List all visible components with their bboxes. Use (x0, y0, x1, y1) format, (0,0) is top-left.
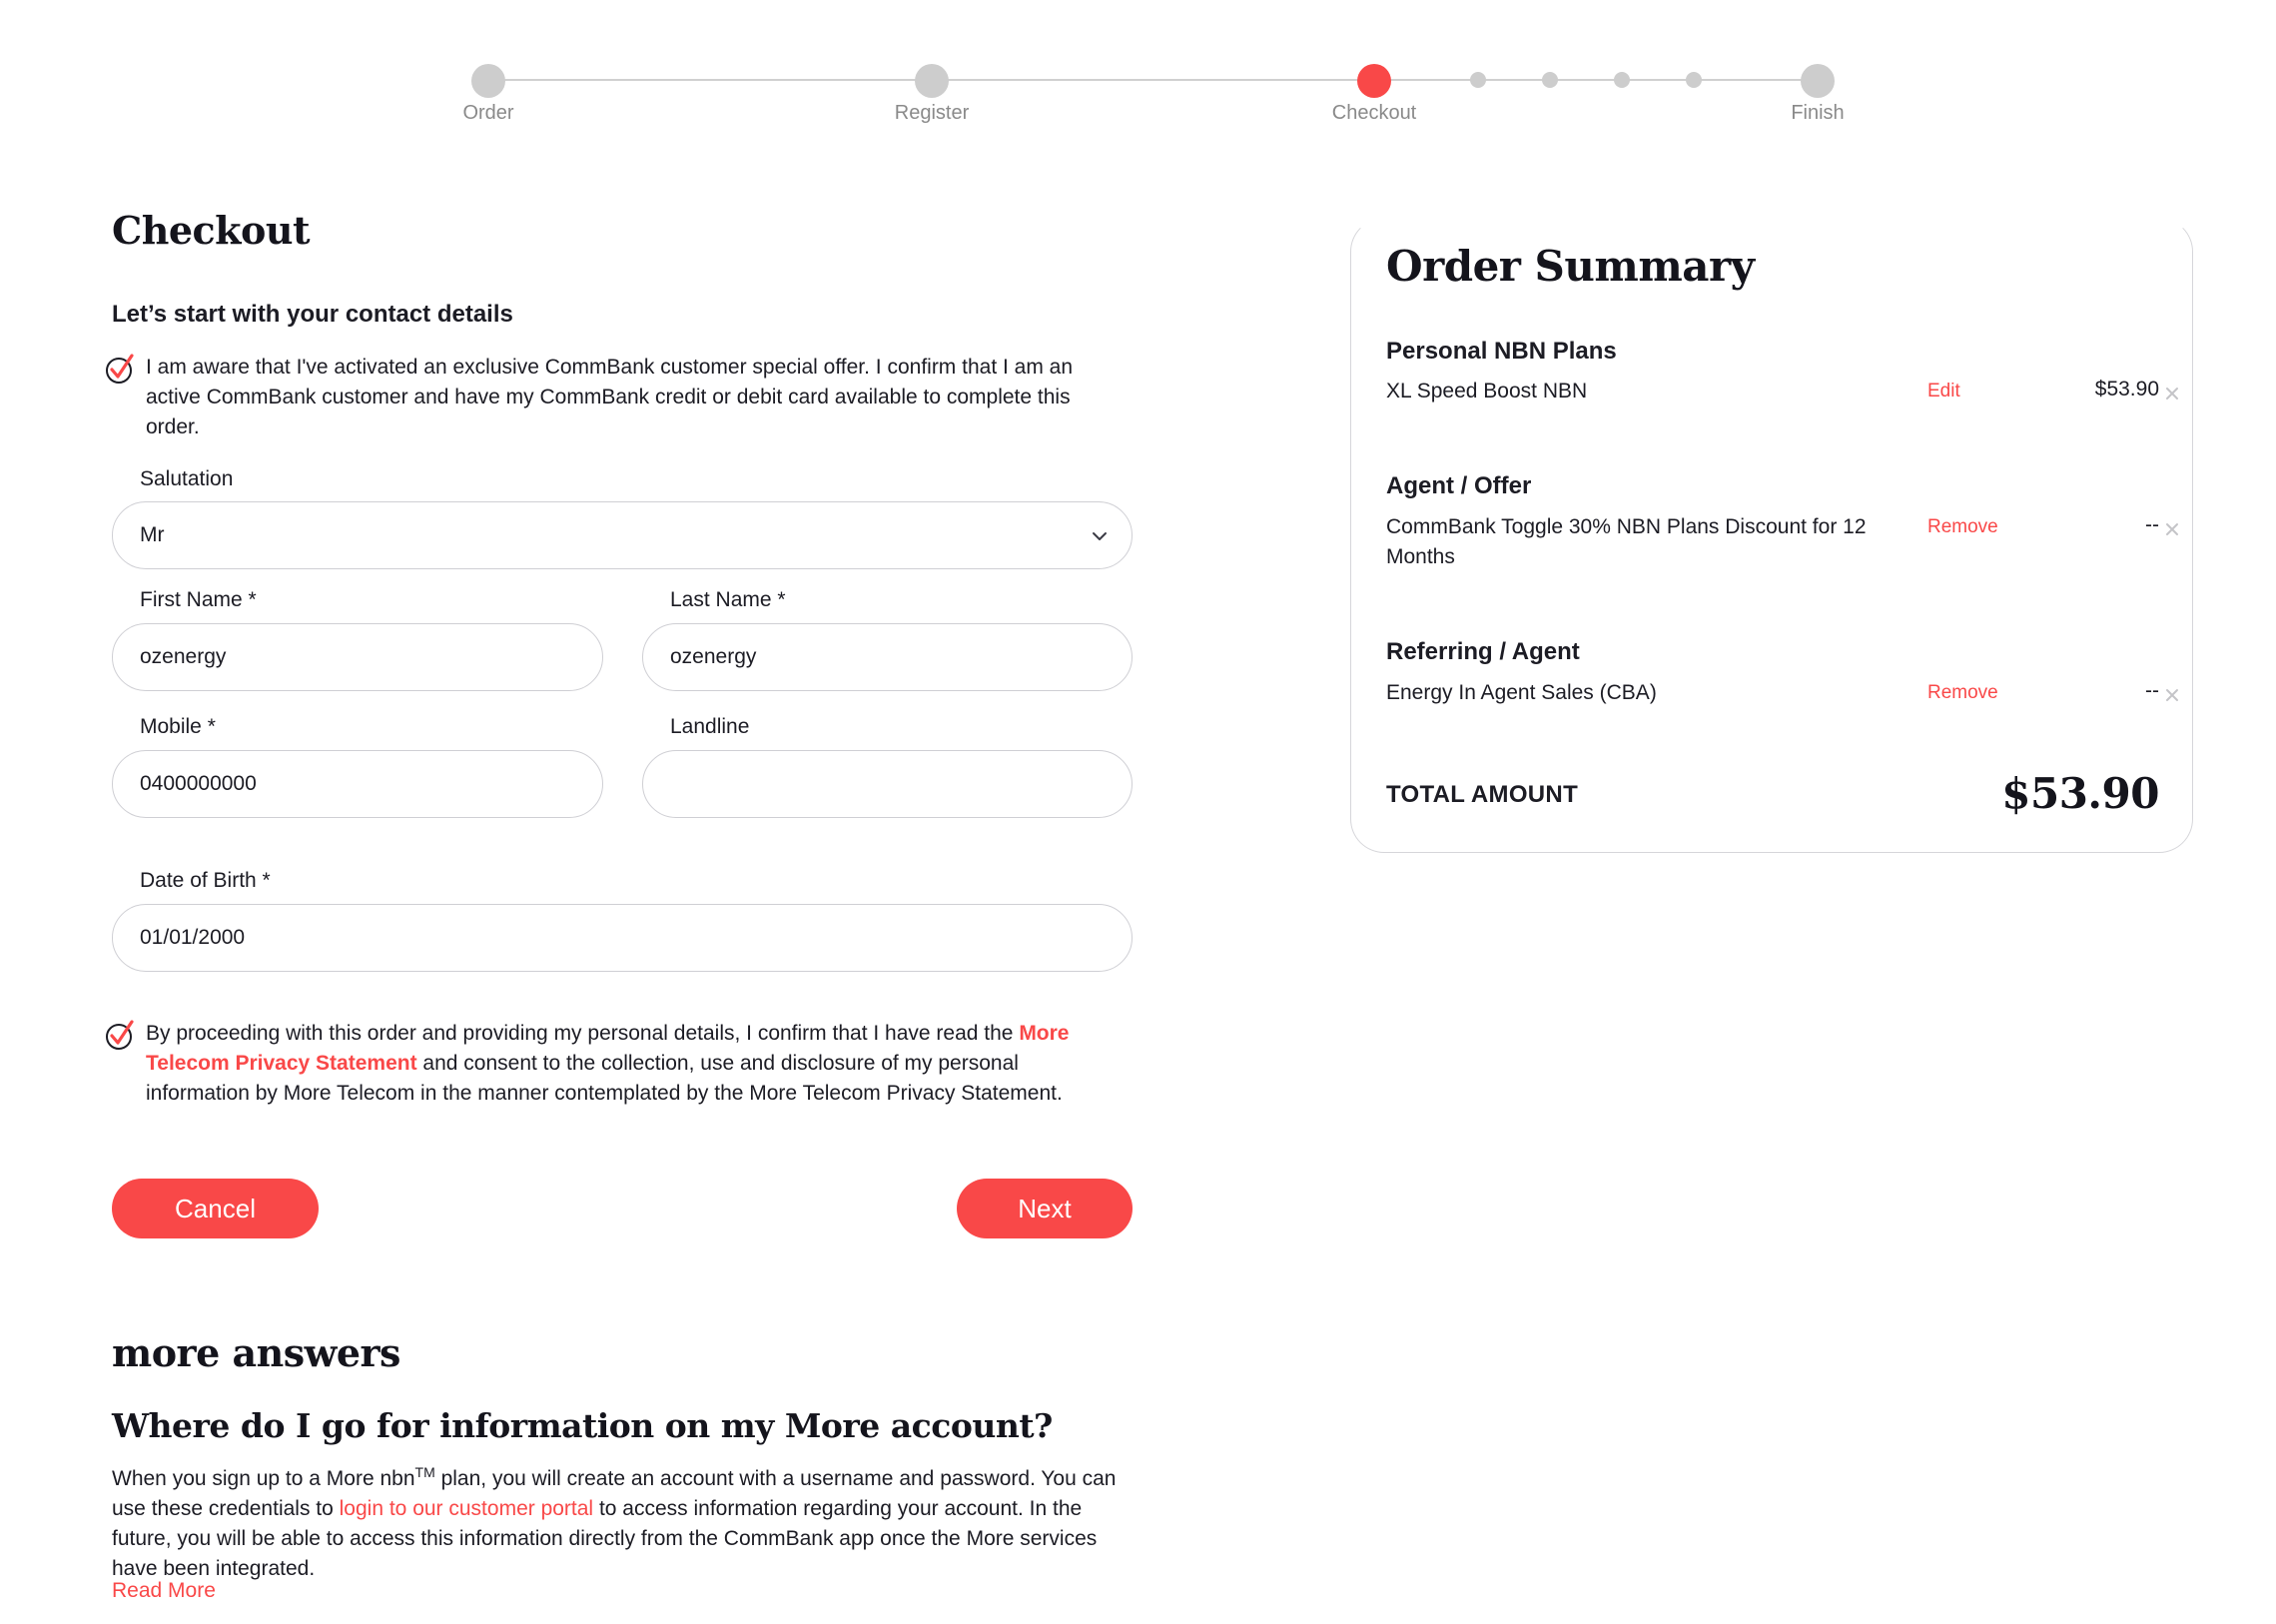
trademark-mark: TM (414, 1464, 435, 1480)
contact-details-subtitle: Let’s start with your contact details (112, 301, 513, 328)
answer-text-3: to access information regarding your account. In the future, you will be able to access this information directly from the CommBank app once the More services have been integrated. (112, 1497, 1098, 1580)
checkout-progress-stepper (0, 0, 2276, 140)
remove-offer-link[interactable]: Remove (1927, 516, 1998, 537)
last-name-label: Last Name * (670, 588, 786, 611)
total-amount-value: $53.90 (2001, 769, 2159, 818)
privacy-statement-link[interactable]: More Telecom Privacy Statement (146, 1022, 1070, 1075)
step-register-label: Register (894, 102, 970, 124)
read-more-link[interactable]: Read More (112, 1579, 216, 1602)
remove-offer-icon[interactable] (2165, 522, 2179, 536)
answer-text-2: plan, you will create an account with a username and password. You can use these credentials to (112, 1467, 1117, 1520)
offer-price: -- (2145, 513, 2159, 536)
substep-dot (1542, 72, 1558, 88)
plan-price: $53.90 (2094, 378, 2159, 401)
faq-question: Where do I go for information on my More account? (112, 1406, 1053, 1445)
salutation-value: Mr (140, 523, 165, 546)
personal-nbn-plans-heading: Personal NBN Plans (1386, 338, 1617, 365)
substep-dot (1686, 72, 1702, 88)
cancel-button[interactable]: Cancel (112, 1179, 319, 1238)
customer-portal-link[interactable]: login to our customer portal (339, 1497, 594, 1520)
next-button[interactable]: Next (957, 1179, 1133, 1238)
faq-answer (112, 1457, 1131, 1584)
agent-offer-heading: Agent / Offer (1386, 472, 1532, 499)
privacy-text-suffix: and consent to the collection, use and disclosure of my personal information by More Telecom in the manner contemplated by the More Telecom Privacy Statement. (146, 1052, 1063, 1105)
last-name-input[interactable]: ozenergy (642, 623, 1133, 691)
remove-plan-icon[interactable] (2165, 387, 2179, 401)
salutation-label: Salutation (140, 467, 234, 490)
dob-label: Date of Birth * (140, 869, 271, 892)
mobile-label: Mobile * (140, 715, 216, 738)
answer-text-1: When you sign up to a More nbn (112, 1467, 415, 1490)
privacy-consent-row[interactable] (104, 1019, 1123, 1109)
edit-plan-link[interactable]: Edit (1927, 381, 1960, 402)
dob-input[interactable]: 01/01/2000 (112, 904, 1133, 972)
step-finish-label: Finish (1791, 102, 1845, 124)
referring-price: -- (2145, 679, 2159, 702)
step-finish-dot (1801, 64, 1835, 98)
first-name-label: First Name * (140, 588, 257, 611)
step-checkout-label: Checkout (1331, 102, 1417, 124)
mobile-input[interactable]: 0400000000 (112, 750, 603, 818)
checkout-title: Checkout (112, 208, 311, 253)
privacy-text-prefix: By proceeding with this order and providing my personal details, I confirm that I have read the (146, 1022, 1020, 1045)
landline-input[interactable] (642, 750, 1133, 818)
salutation-select[interactable] (112, 501, 1133, 569)
referring-agent-name: Energy In Agent Sales (CBA) (1386, 681, 1657, 704)
step-order-label: Order (462, 102, 514, 124)
total-amount-label: TOTAL AMOUNT (1386, 781, 1579, 808)
privacy-consent-text (146, 1019, 1123, 1109)
remove-referring-link[interactable]: Remove (1927, 682, 1998, 703)
offer-confirm-text: I am aware that I've activated an exclusive CommBank customer special offer. I confirm that I am an active CommBank customer and have my CommBank credit or debit card available to complete this order. (146, 356, 1074, 438)
substep-dot (1470, 72, 1486, 88)
plan-name: XL Speed Boost NBN (1386, 380, 1588, 403)
step-order-dot[interactable] (471, 64, 505, 98)
chevron-down-icon (1088, 524, 1112, 548)
offer-confirm-row[interactable] (104, 353, 1123, 442)
step-register-dot[interactable] (915, 64, 949, 98)
substep-dot (1614, 72, 1630, 88)
order-summary-title: Order Summary (1386, 242, 1755, 291)
first-name-input[interactable]: ozenergy (112, 623, 603, 691)
remove-referring-icon[interactable] (2165, 688, 2179, 702)
more-answers-title: more answers (112, 1330, 400, 1375)
step-checkout-dot (1357, 64, 1391, 98)
referring-agent-heading: Referring / Agent (1386, 638, 1580, 665)
offer-name: CommBank Toggle 30% NBN Plans Discount for 12 Months (1386, 515, 1867, 568)
landline-label: Landline (670, 715, 750, 738)
checkbox-checked-icon[interactable] (104, 1018, 138, 1052)
checkbox-checked-icon[interactable] (104, 352, 138, 386)
